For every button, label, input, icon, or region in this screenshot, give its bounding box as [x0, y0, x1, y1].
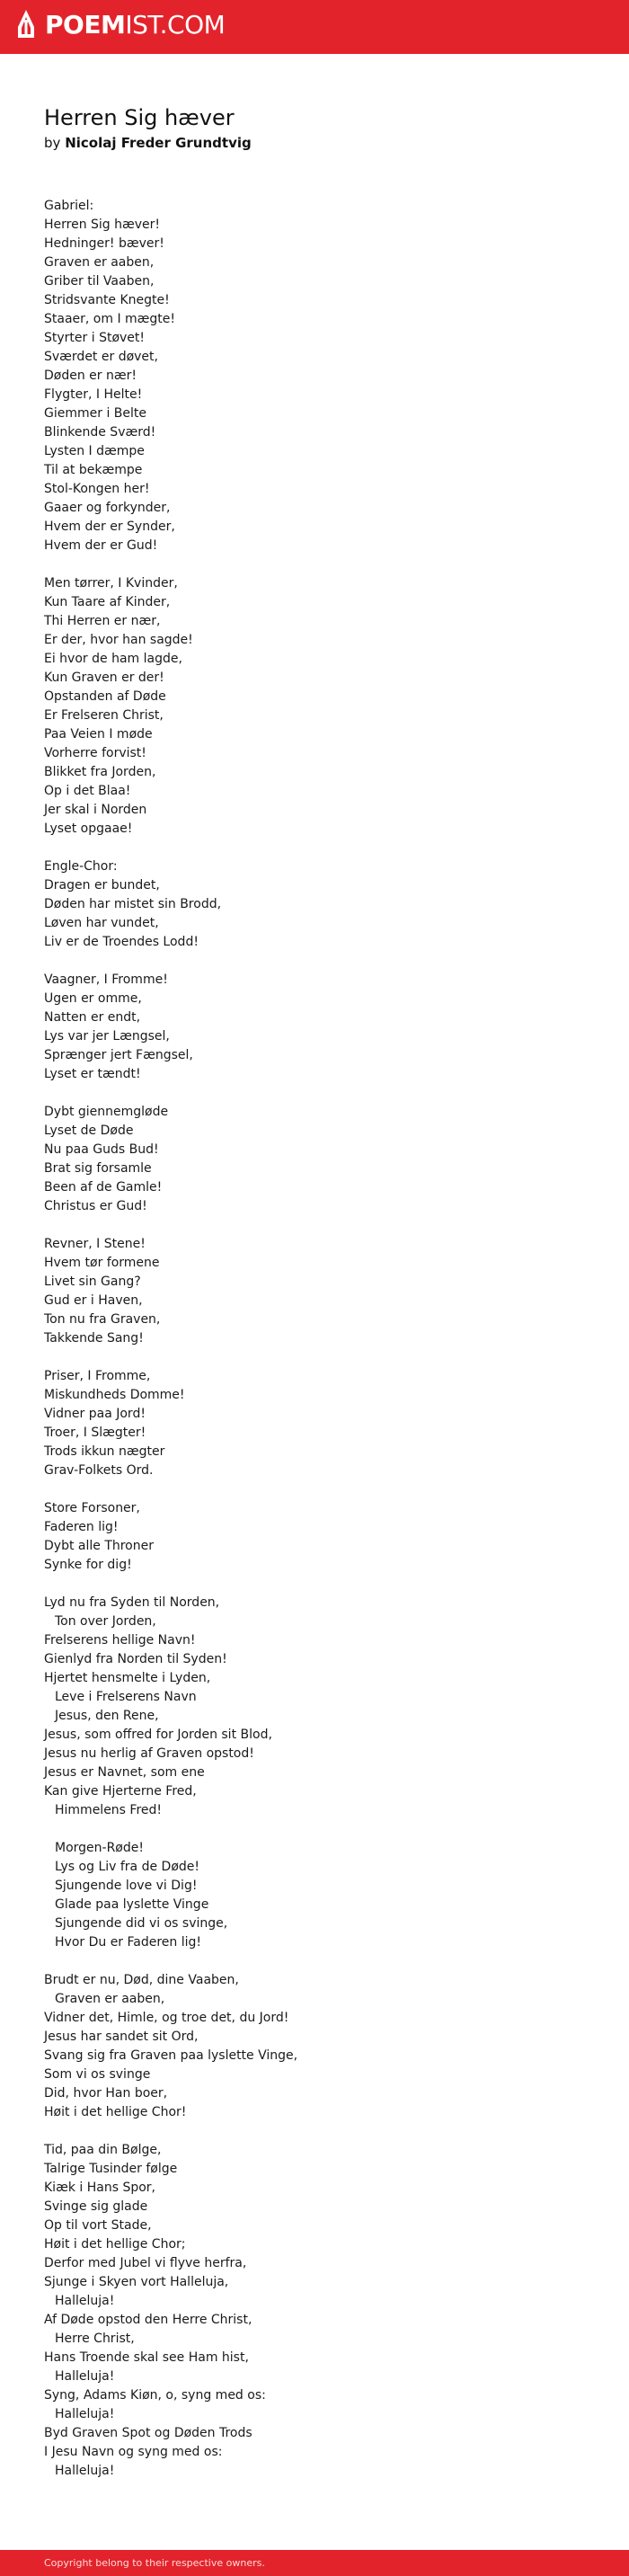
- poem-line: Kun Taare af Kinder,: [44, 595, 171, 609]
- site-header: [0, 0, 629, 54]
- poem-stanza: [44, 1971, 583, 2122]
- poem-line: Stol-Kongen her!: [44, 482, 150, 496]
- site-logo-text: [45, 9, 225, 41]
- poem-line: Halleluja!: [55, 2369, 115, 2384]
- poem-line: Christus er Gud!: [44, 1199, 147, 1213]
- poem-line: Paa Veien I møde: [44, 727, 153, 742]
- poem-line: Er Frelseren Christ,: [44, 708, 164, 723]
- poem-line: Griber til Vaaben,: [44, 274, 155, 289]
- poem-line: Sjungende did vi os svinge,: [55, 1916, 228, 1931]
- poem-line: Giemmer i Belte: [44, 406, 146, 421]
- author-name[interactable]: Nicolaj Freder Grundtvig: [65, 135, 252, 151]
- poem-line: Priser, I Fromme,: [44, 1369, 151, 1383]
- poem-line: Faderen lig!: [44, 1520, 119, 1534]
- poem-line: Synke for dig!: [44, 1558, 132, 1572]
- poem-line: Jesus er Navnet, som ene: [44, 1765, 205, 1780]
- poem-line: Takkende Sang!: [44, 1331, 144, 1346]
- poem-line: Svang sig fra Graven paa lyslette Vinge,: [44, 2048, 298, 2063]
- poem-line: Opstanden af Døde: [44, 689, 166, 704]
- pen-nib-icon: [16, 9, 36, 41]
- poem-line: Blikket fra Jorden,: [44, 765, 156, 779]
- poem-line: Halleluja!: [55, 2294, 115, 2308]
- poem-line: Jesus har sandet sit Ord,: [44, 2030, 199, 2044]
- poem-line: Men tørrer, I Kvinder,: [44, 576, 178, 591]
- logo-light-text: IST.COM: [125, 10, 226, 40]
- poem-line: Lyset de Døde: [44, 1124, 134, 1138]
- poem-line: Halleluja!: [55, 2464, 115, 2478]
- poem-line: Miskundheds Domme!: [44, 1388, 185, 1402]
- poem-line: Løven har vundet,: [44, 916, 159, 930]
- poem-line: Glade paa lyslette Vinge: [55, 1897, 209, 1912]
- poem-line: Hvem der er Gud!: [44, 538, 158, 553]
- byline: [44, 134, 252, 152]
- poem-line: Flygter, I Helte!: [44, 387, 143, 402]
- poem-stanza: [44, 1499, 583, 1575]
- poem-line: Svinge sig glade: [44, 2199, 148, 2214]
- copyright-notice: Copyright belong to their respective owners.: [44, 2557, 265, 2569]
- poem-stanza: [44, 1839, 583, 1952]
- poem-line: Lyd nu fra Syden til Norden,: [44, 1595, 220, 1610]
- poem-line: Natten er endt,: [44, 1010, 141, 1025]
- poem-line: Tid, paa din Bølge,: [44, 2143, 162, 2157]
- poem-line: Jesus, den Rene,: [55, 1709, 159, 1723]
- poem-line: Ei hvor de ham lagde,: [44, 652, 182, 666]
- poem-line: Brudt er nu, Død, dine Vaaben,: [44, 1973, 239, 1987]
- poem-line: Brat sig forsamle: [44, 1161, 152, 1176]
- poem-body: [44, 197, 583, 2500]
- site-footer: [0, 2550, 629, 2576]
- poem-line: Lys var jer Længsel,: [44, 1029, 170, 1044]
- poem-line: Grav-Folkets Ord.: [44, 1463, 154, 1478]
- poem-line: Liv er de Troendes Lodd!: [44, 935, 199, 949]
- poem-line: Stridsvante Knegte!: [44, 293, 170, 307]
- poem-line: Troer, I Slægter!: [44, 1426, 146, 1440]
- poem-line: Gabriel:: [44, 199, 94, 213]
- poem-stanza: [44, 1103, 583, 1216]
- poem-line: Graven er aaben,: [55, 1992, 165, 2006]
- poem-line: Leve i Frelserens Navn: [55, 1690, 197, 1704]
- poem-line: Derfor med Jubel vi flyve herfra,: [44, 2256, 247, 2270]
- poem-line: Jesus, som offred for Jorden sit Blod,: [44, 1728, 272, 1742]
- poem-line: Lysten I dæmpe: [44, 444, 145, 458]
- poem-line: Syng, Adams Kiøn, o, syng med os:: [44, 2388, 266, 2403]
- poem-line: Been af de Gamle!: [44, 1180, 163, 1195]
- poem-line: Op i det Blaa!: [44, 784, 131, 798]
- poem-line: I Jesu Navn og syng med os:: [44, 2445, 223, 2459]
- poem-line: Hjertet hensmelte i Lyden,: [44, 1671, 211, 1685]
- poem-line: Livet sin Gang?: [44, 1275, 141, 1289]
- poem-line: Lyset opgaae!: [44, 822, 133, 836]
- poem-line: Høit i det hellige Chor;: [44, 2237, 186, 2252]
- poem-line: Nu paa Guds Bud!: [44, 1142, 159, 1157]
- poem-line: Gaaer og forkynder,: [44, 501, 171, 515]
- poem-line: Hvem der er Synder,: [44, 520, 175, 534]
- poem-line: Graven er aaben,: [44, 255, 155, 270]
- poem-line: Døden har mistet sin Brodd,: [44, 897, 222, 911]
- poem-line: Staaer, om I mægte!: [44, 312, 176, 326]
- poem-line: Ugen er omme,: [44, 991, 142, 1006]
- poem-line: Vidner det, Himle, og troe det, du Jord!: [44, 2011, 289, 2025]
- poem-line: Herre Christ,: [55, 2332, 135, 2346]
- poem-stanza: [44, 1594, 583, 1820]
- poem-line: Gud er i Haven,: [44, 1293, 143, 1308]
- poem-line: Af Døde opstod den Herre Christ,: [44, 2313, 252, 2327]
- poem-line: Blinkende Sværd!: [44, 425, 156, 440]
- site-logo-link[interactable]: [16, 9, 225, 41]
- poem-line: Ton over Jorden,: [55, 1614, 156, 1629]
- poem-line: Vaagner, I Fromme!: [44, 973, 168, 987]
- poem-line: Hvor Du er Faderen lig!: [55, 1935, 202, 1950]
- poem-line: Op til vort Stade,: [44, 2218, 152, 2233]
- poem-stanza: [44, 2141, 583, 2481]
- poem-line: Engle-Chor:: [44, 859, 118, 874]
- poem-line: Vidner paa Jord!: [44, 1407, 146, 1421]
- poem-line: Kan give Hjerterne Fred,: [44, 1784, 197, 1799]
- poem-line: Himmelens Fred!: [55, 1803, 163, 1817]
- poem-line: Lys og Liv fra de Døde!: [55, 1860, 199, 1874]
- poem-line: Kiæk i Hans Spor,: [44, 2181, 155, 2195]
- poem-stanza: [44, 1235, 583, 1348]
- poem-line: Thi Herren er nær,: [44, 614, 161, 628]
- poem-line: Høit i det hellige Chor!: [44, 2105, 187, 2119]
- poem-stanza: [44, 857, 583, 952]
- poem-line: Talrige Tusinder følge: [44, 2162, 178, 2176]
- poem-line: Revner, I Stene!: [44, 1237, 146, 1251]
- poem-title: Herren Sig hæver: [44, 105, 235, 130]
- poem-line: Til at bekæmpe: [44, 463, 143, 477]
- poem-line: Store Forsoner,: [44, 1501, 140, 1515]
- poem-line: Styrter i Støvet!: [44, 331, 146, 345]
- poem-stanza: [44, 971, 583, 1084]
- poem-stanza: [44, 197, 583, 555]
- poem-line: Sjungende love vi Dig!: [55, 1879, 198, 1893]
- poem-line: Sprænger jert Fængsel,: [44, 1048, 193, 1062]
- poem-line: Gienlyd fra Norden til Syden!: [44, 1652, 227, 1666]
- poem-line: Dragen er bundet,: [44, 878, 160, 893]
- poem-line: Hans Troende skal see Ham hist,: [44, 2350, 249, 2365]
- byline-prefix: by: [44, 135, 61, 151]
- poem-line: Jesus nu herlig af Graven opstod!: [44, 1746, 254, 1761]
- poem-line: Frelserens hellige Navn!: [44, 1633, 196, 1648]
- poem-line: Halleluja!: [55, 2407, 115, 2421]
- poem-line: Jer skal i Norden: [44, 803, 147, 817]
- poem-line: Herren Sig hæver!: [44, 218, 161, 232]
- poem-line: Hedninger! bæver!: [44, 236, 164, 251]
- poem-line: Vorherre forvist!: [44, 746, 146, 760]
- poem-stanza: [44, 1367, 583, 1480]
- poem-line: Er der, hvor han sagde!: [44, 633, 193, 647]
- poem-line: Sjunge i Skyen vort Halleluja,: [44, 2275, 229, 2289]
- poem-line: Som vi os svinge: [44, 2067, 151, 2082]
- poem-line: Døden er nær!: [44, 369, 137, 383]
- poem-line: Did, hvor Han boer,: [44, 2086, 168, 2101]
- poem-line: Byd Graven Spot og Døden Trods: [44, 2426, 252, 2440]
- poem-stanza: [44, 574, 583, 839]
- poem-line: Sværdet er døvet,: [44, 350, 158, 364]
- poem-line: Hvem tør formene: [44, 1256, 160, 1270]
- logo-strong-text: POEM: [45, 10, 126, 40]
- poem-line: Lyset er tændt!: [44, 1067, 141, 1081]
- poem-line: Kun Graven er der!: [44, 671, 164, 685]
- poem-line: Morgen-Røde!: [55, 1841, 144, 1855]
- poem-line: Dybt alle Throner: [44, 1539, 154, 1553]
- poem-line: Dybt giennemgløde: [44, 1105, 169, 1119]
- poem-line: Ton nu fra Graven,: [44, 1312, 161, 1327]
- poem-line: Trods ikkun nægter: [44, 1444, 165, 1459]
